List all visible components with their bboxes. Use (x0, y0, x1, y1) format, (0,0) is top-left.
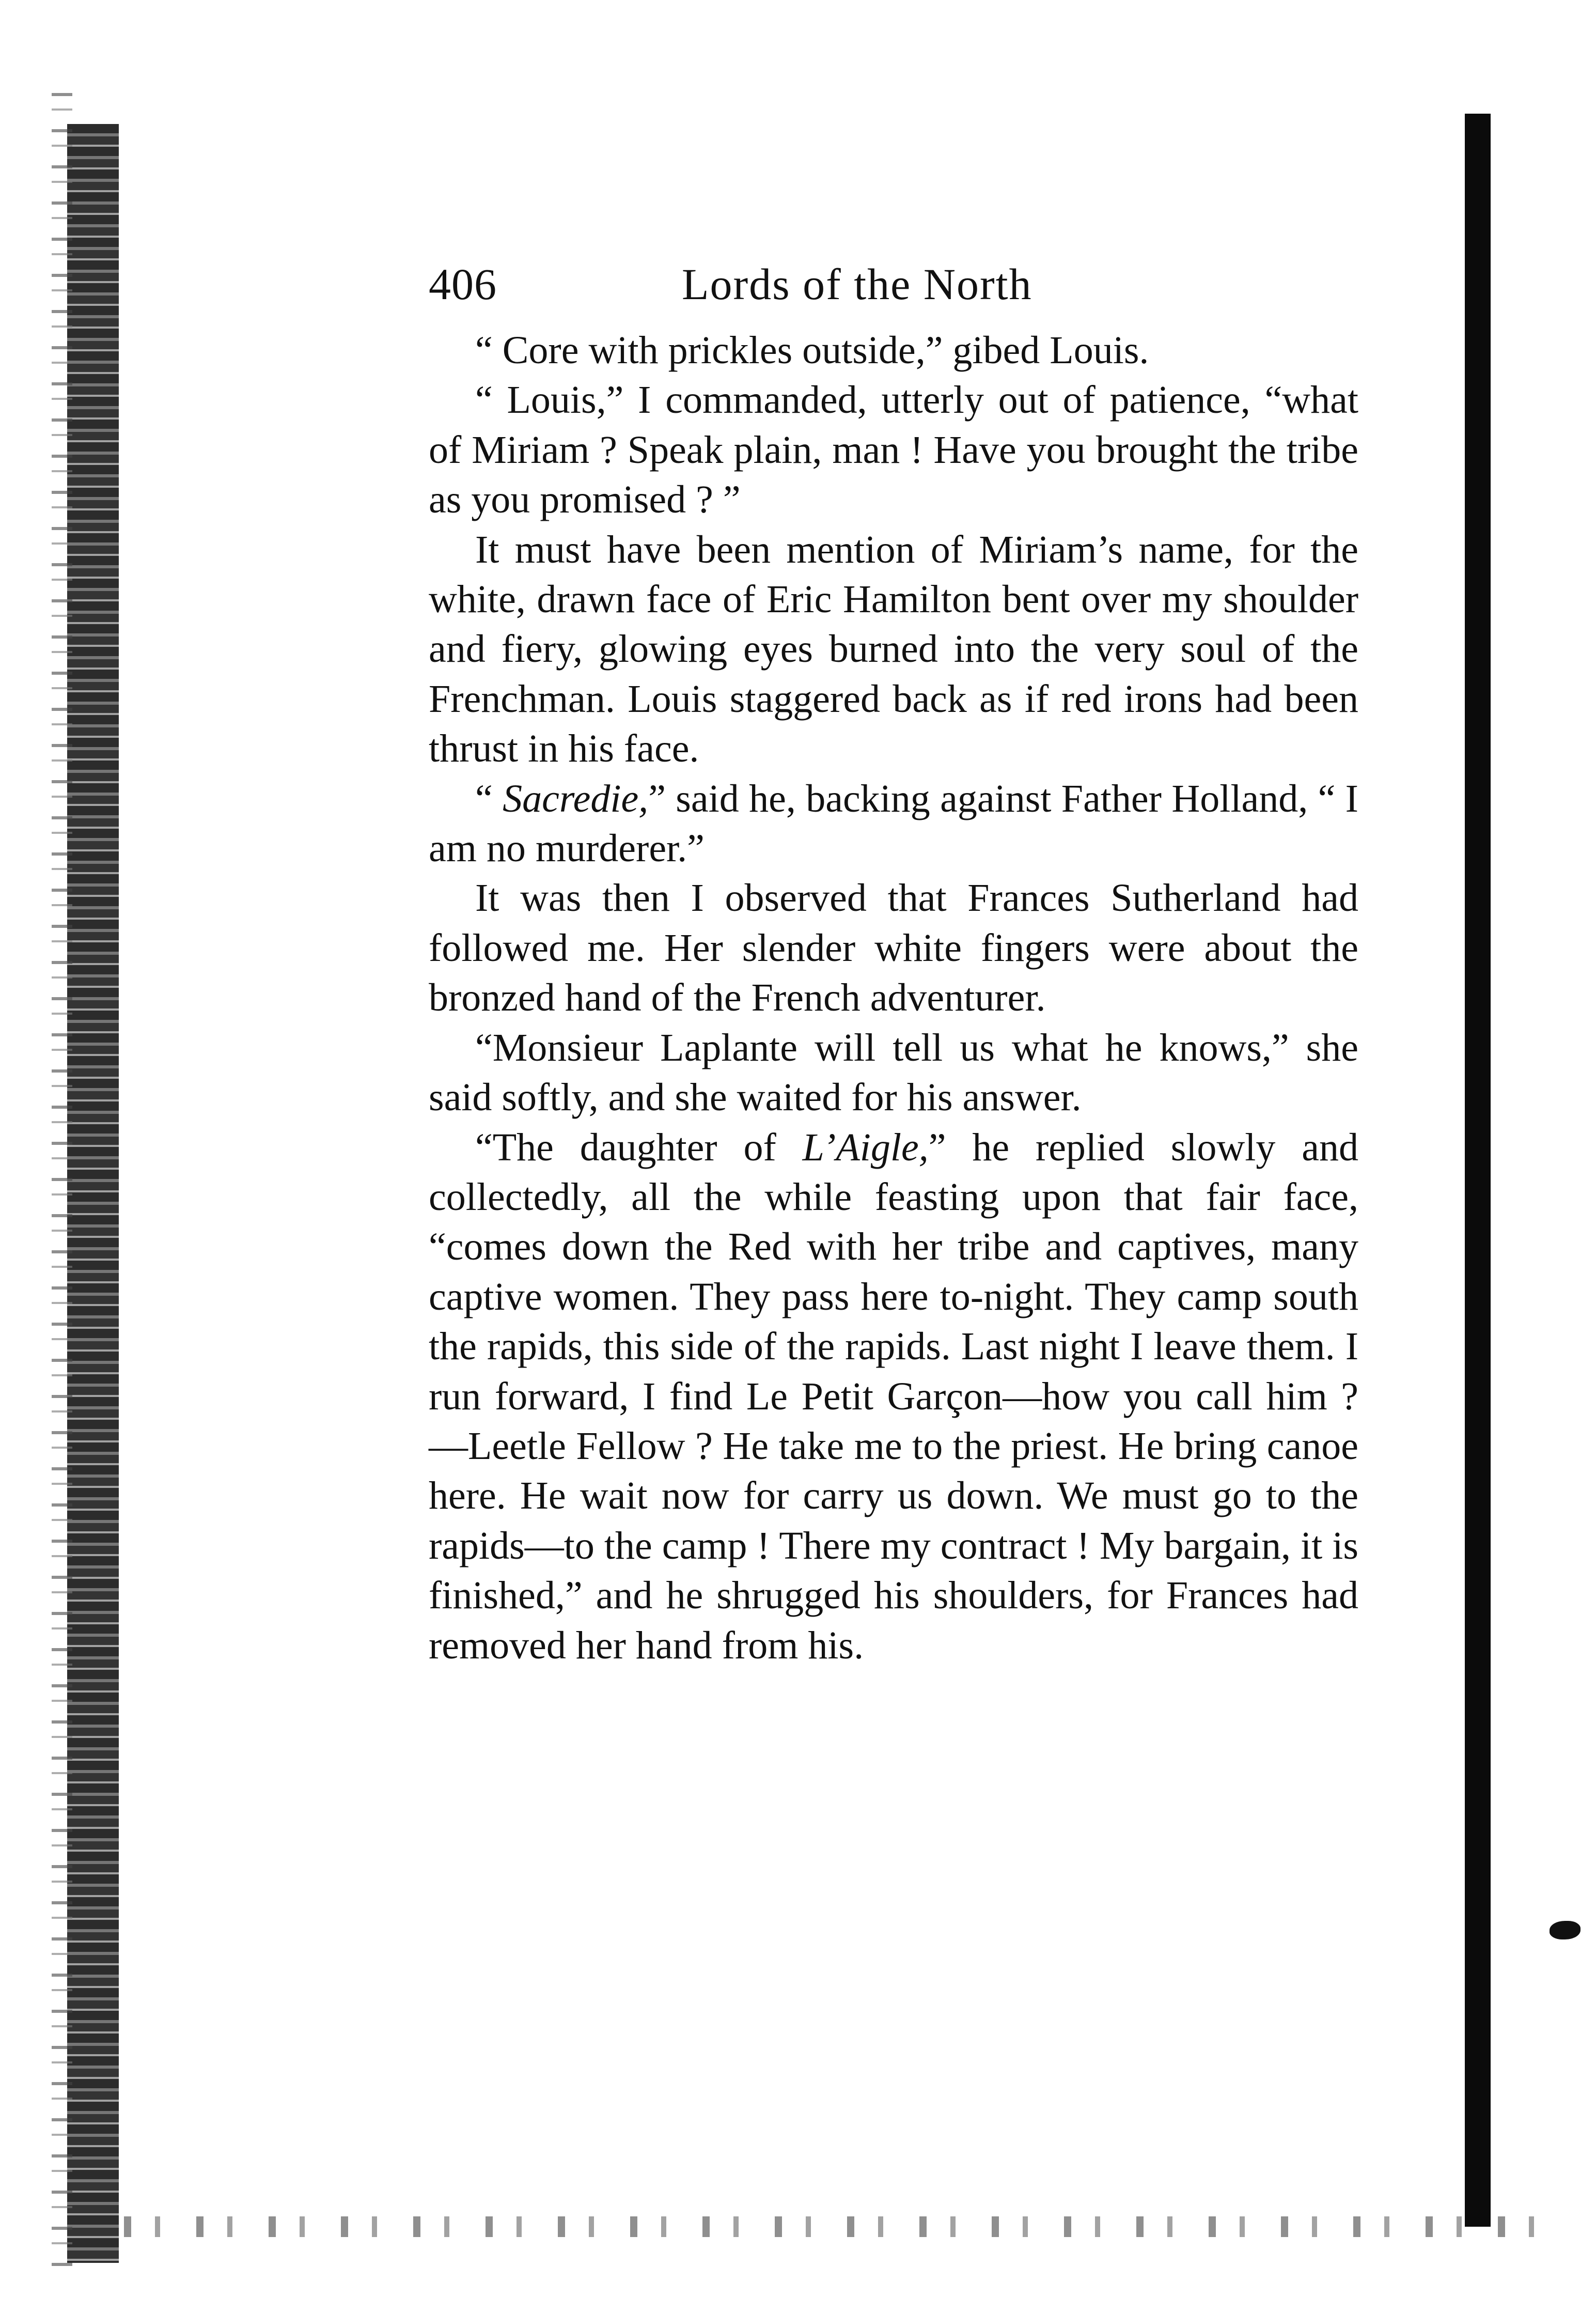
scan-ink-blot (1550, 1921, 1581, 1939)
book-title: Lords of the North (682, 259, 1032, 309)
paragraph (429, 525, 1358, 774)
paragraph (429, 375, 1358, 524)
scan-left-edge-shadow (67, 124, 119, 2263)
scan-bottom-speckle (124, 2216, 1570, 2237)
paragraph-text: ” he replied slowly and collectedly, all the while feasting upon that fair face, “comes down the Red with her tribe and captives, many captive women. They pass here to-night. They camp south the rapids, this side of the rapids. Last night I leave them. I run forward, I find Le Petit Garçon—how you call him ?—Leetle Fellow ? He take me to the priest. He bring canoe here. He wait now for carry us down. We must go to the rapids—to the camp ! There my contract ! My bargain, it is finished,” and he shrugged his shoulders, for Frances had removed her hand from his. (429, 1125, 1358, 1667)
paragraph (429, 1023, 1358, 1123)
paragraph-text: It was then I observed that Frances Sutherland had followed me. Her slender white fingers were about the bronzed hand of the French adventurer. (429, 876, 1358, 1020)
running-head (429, 253, 1358, 315)
scan-right-edge-bar (1465, 114, 1491, 2227)
paragraph-text-italic: Sacredie, (503, 777, 649, 820)
paragraph (429, 774, 1358, 874)
text-body (429, 325, 1358, 1670)
paragraph-text: “ (475, 777, 503, 820)
paragraph-text: It must have been mention of Miriam’s name, for the white, drawn face of Eric Hamilton bent over my shoulder and fiery, glowing eyes burned into the very soul of the Frenchman. Louis staggered back as if red irons had been thrust in his face. (429, 527, 1358, 771)
scan-left-edge-noise (52, 93, 72, 2273)
paragraph-text: “Monsieur Laplante will tell us what he knows,” she said softly, and she waited for his answer. (429, 1026, 1358, 1120)
paragraph-text: “ Louis,” I commanded, utterly out of patience, “what of Miriam ? Speak plain, man ! Have you brought the tribe as you promised ? ” (429, 378, 1358, 522)
book-page (429, 253, 1358, 1670)
paragraph (429, 1123, 1358, 1670)
paragraph-text: ” said he, backing against Father Holland, “ I am no murderer.” (429, 777, 1358, 871)
paragraph-text: “The daughter of (475, 1125, 803, 1169)
page-number: 406 (429, 259, 497, 309)
paragraph (429, 873, 1358, 1022)
paragraph-text-italic: L’Aigle, (802, 1125, 929, 1169)
paragraph (429, 325, 1358, 375)
paragraph-text: “ Core with prickles outside,” gibed Louis. (475, 329, 1149, 372)
